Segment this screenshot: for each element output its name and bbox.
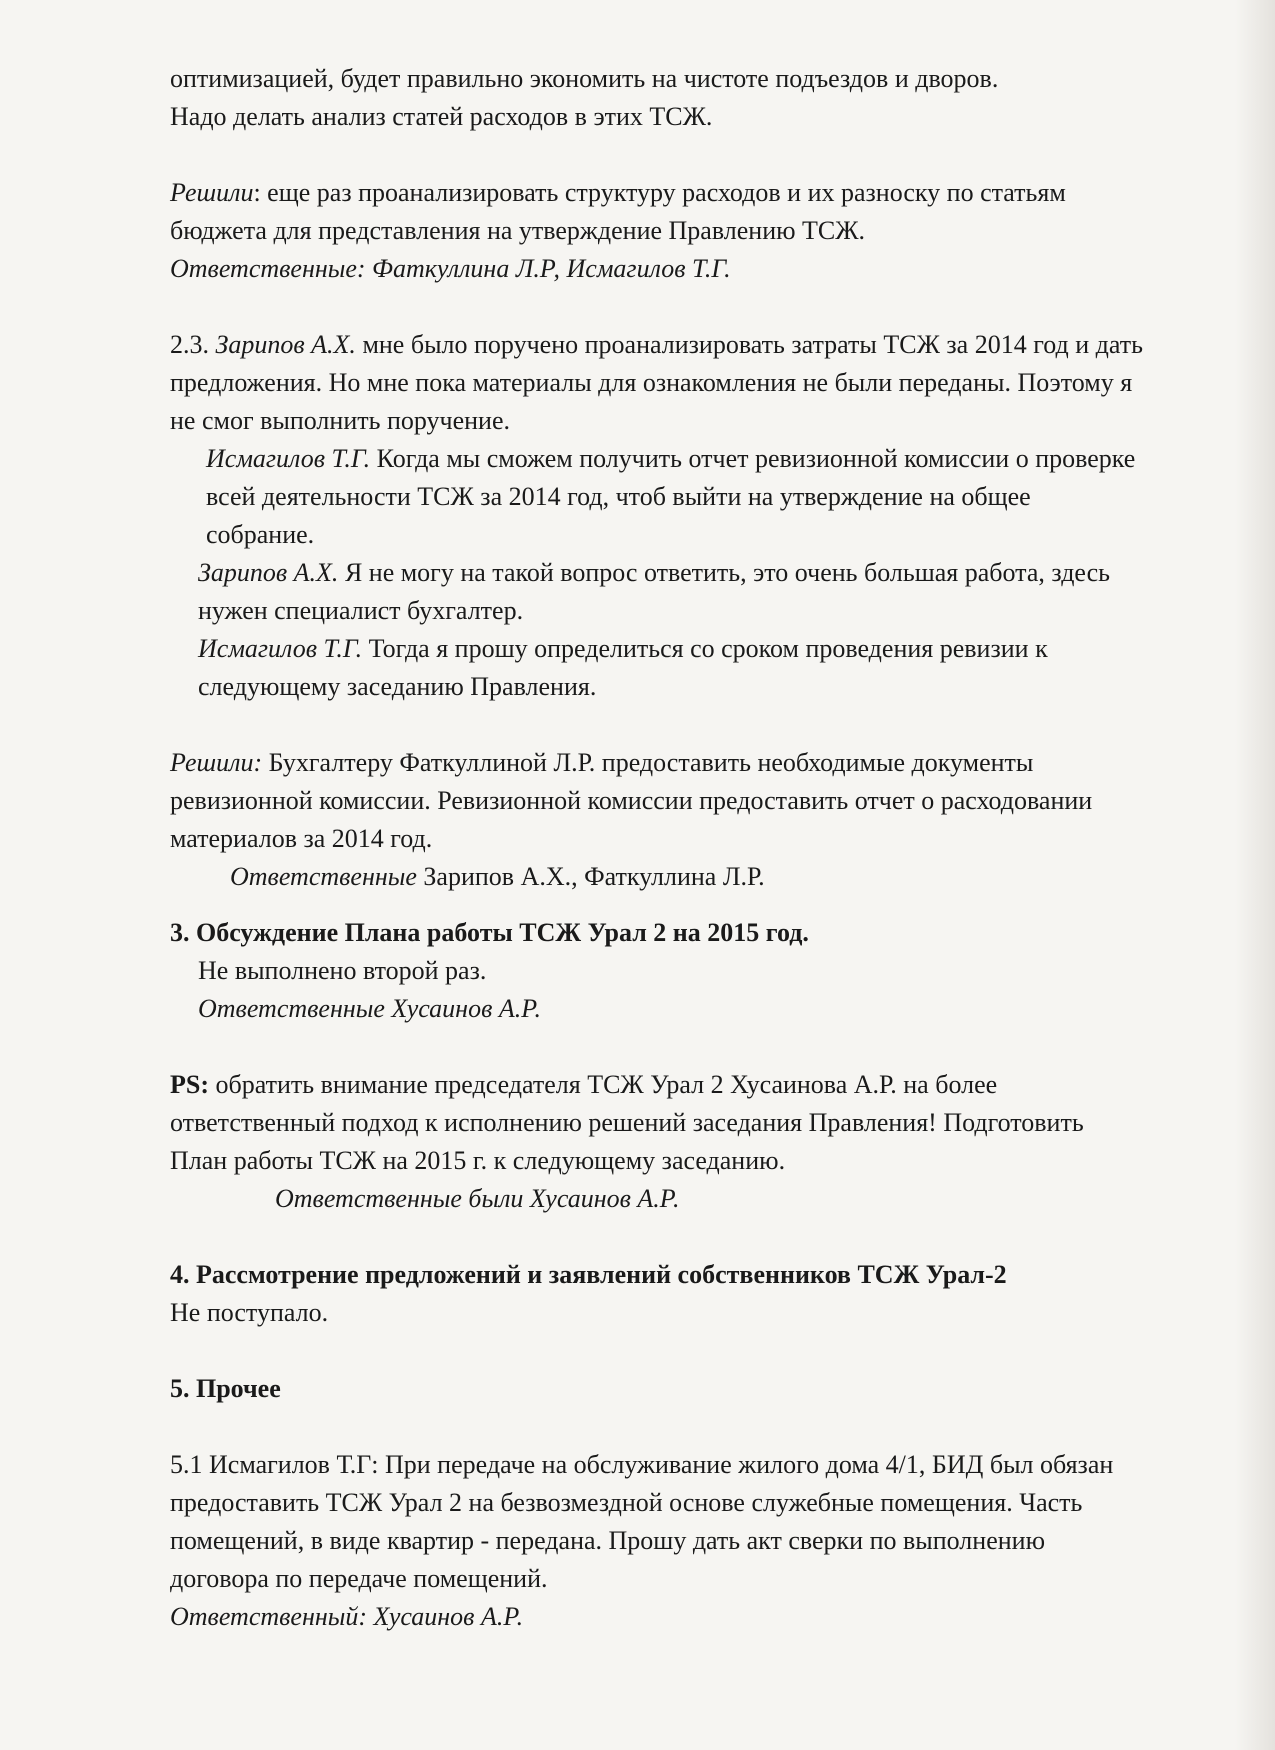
paragraph-line: оптимизацией, будет правильно экономить на чистоте подъездов и дворов. bbox=[170, 64, 999, 93]
item-2-3 bbox=[170, 326, 1145, 440]
page-edge-shadow bbox=[1235, 0, 1275, 1750]
responsible-line: Ответственные Хусаинов А.Р. bbox=[198, 994, 542, 1023]
responsible-line: Ответственные: Фаткуллина Л.Р, Исмагилов Т.Г. bbox=[170, 254, 731, 283]
ps-label: PS: bbox=[170, 1070, 209, 1099]
ps-paragraph bbox=[170, 1066, 1145, 1180]
section-heading: 5. Прочее bbox=[170, 1374, 281, 1403]
dialogue-paragraph bbox=[170, 440, 1145, 554]
speaker-name: Исмагилов Т.Г. bbox=[206, 444, 371, 473]
dialogue-text: Я не могу на такой вопрос ответить, это очень большая работа, здесь нужен специалист бухгалтер. bbox=[198, 558, 1111, 625]
speaker-name: Зарипов А.Х. bbox=[215, 330, 356, 359]
responsible-line bbox=[170, 858, 1145, 896]
responsible-label: Ответственные bbox=[230, 862, 417, 891]
decision-paragraph bbox=[170, 744, 1145, 858]
responsible-names: Зарипов А.Х., Фаткуллина Л.Р. bbox=[416, 862, 765, 891]
paragraph-line: Надо делать анализ статей расходов в этих ТСЖ. bbox=[170, 102, 713, 131]
document-body bbox=[170, 60, 1145, 1636]
item-number: 2.3. bbox=[170, 330, 216, 359]
decision-label: Решили bbox=[170, 178, 254, 207]
decision-label: Решили: bbox=[170, 748, 263, 777]
decision-paragraph bbox=[170, 174, 1145, 250]
section-heading: 4. Рассмотрение предложений и заявлений собственников ТСЖ Урал-2 bbox=[170, 1260, 1007, 1289]
responsible-line: Ответственные были Хусаинов А.Р. bbox=[275, 1184, 680, 1213]
section-heading: 3. Обсуждение Плана работы ТСЖ Урал 2 на 2015 год. bbox=[170, 918, 809, 947]
dialogue-paragraph bbox=[170, 554, 1145, 630]
speaker-name: Исмагилов Т.Г. bbox=[198, 634, 363, 663]
decision-text: : еще раз проанализировать структуру расходов и их разноску по статьям бюджета для представления на утверждение Правлению ТСЖ. bbox=[170, 178, 1066, 245]
section-text: Не поступало. bbox=[170, 1298, 329, 1327]
section-text: Не выполнено второй раз. bbox=[198, 956, 487, 985]
item-5-1: 5.1 Исмагилов Т.Г: При передаче на обслуживание жилого дома 4/1, БИД был обязан предоставить ТСЖ Урал 2 на безвозмездной основе служебные помещения. Часть помещений, в виде квартир - передана. Прошу дать акт сверки по выполнению договора по передаче помещений. bbox=[170, 1450, 1114, 1593]
responsible-line: Ответственный: Хусаинов А.Р. bbox=[170, 1602, 524, 1631]
dialogue-text: Когда мы сможем получить отчет ревизионной комиссии о проверке всей деятельности ТСЖ за 2014 год, чтоб выйти на утверждение на общее собрание. bbox=[206, 444, 1136, 549]
item-text: мне было поручено проанализировать затраты ТСЖ за 2014 год и дать предложения. Но мне пока материалы для ознакомления не были переданы. Поэтому я не смог выполнить поручение. bbox=[170, 330, 1143, 435]
speaker-name: Зарипов А.Х. bbox=[198, 558, 339, 587]
decision-text: Бухгалтеру Фаткуллиной Л.Р. предоставить необходимые документы ревизионной комиссии. Ревизионной комиссии предоставить отчет о расходовании материалов за 2014 год. bbox=[170, 748, 1093, 853]
ps-text: обратить внимание председателя ТСЖ Урал 2 Хусаинова А.Р. на более ответственный подход к исполнению решений заседания Правления! Подготовить План работы ТСЖ на 2015 г. к следующему заседанию. bbox=[170, 1070, 1084, 1175]
dialogue-paragraph bbox=[170, 630, 1145, 706]
dialogue-text: Тогда я прошу определиться со сроком проведения ревизии к следующему заседанию Правления. bbox=[198, 634, 1048, 701]
